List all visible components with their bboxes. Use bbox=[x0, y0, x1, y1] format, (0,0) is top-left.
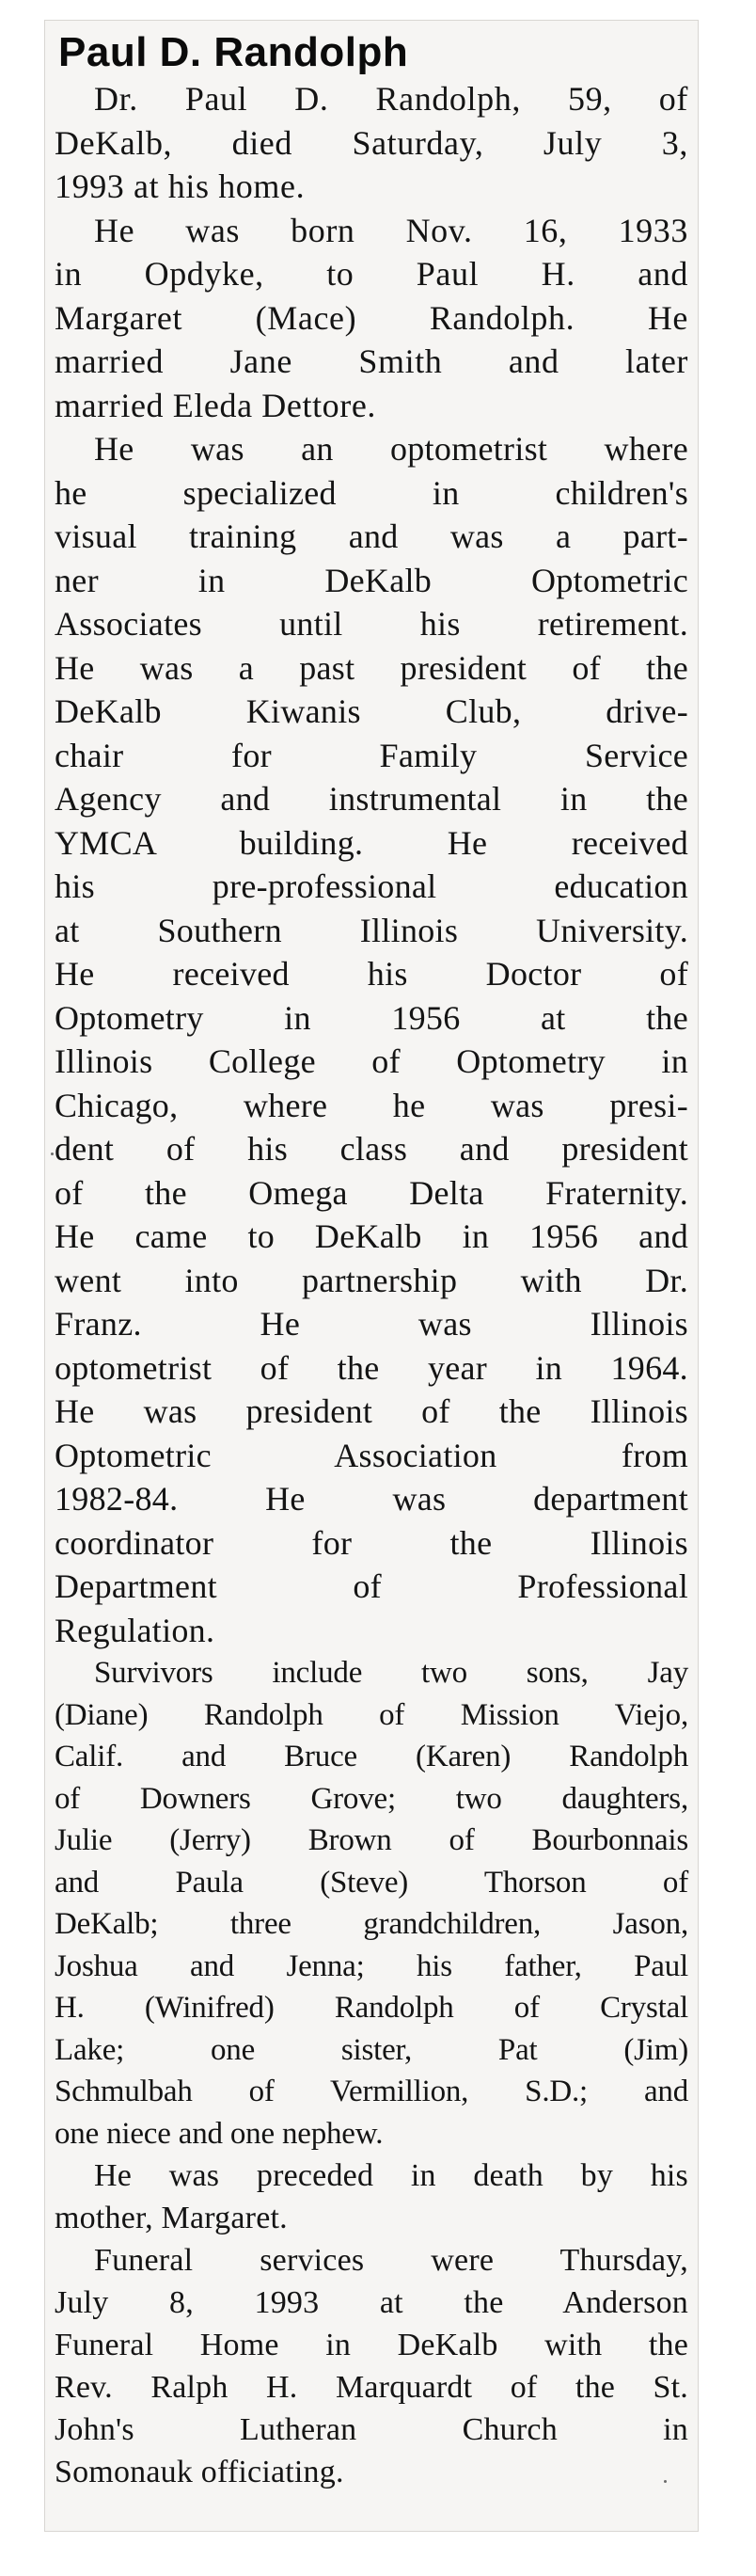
text-line: July 8, 1993 at the Anderson bbox=[55, 2285, 688, 2320]
text-line: Funeral Home in DeKalb with the bbox=[55, 2328, 688, 2362]
text-line: Lake; one sister, Pat (Jim) bbox=[55, 2032, 688, 2067]
text-line: He came to DeKalb in 1956 and bbox=[55, 1217, 688, 1255]
text-line: Agency and instrumental in the bbox=[55, 780, 688, 818]
text-line: Department of Professional bbox=[55, 1567, 688, 1605]
text-line: his pre-professional education bbox=[55, 867, 688, 905]
text-line: visual training and was a part- bbox=[55, 517, 688, 555]
text-line: he specialized in children's bbox=[55, 473, 688, 512]
text-line: married Jane Smith and later bbox=[55, 342, 688, 380]
text-line: Franz. He was Illinois bbox=[55, 1305, 688, 1343]
obituary-paragraph bbox=[55, 1652, 688, 2155]
text-line: He was president of the Illinois bbox=[55, 1392, 688, 1430]
text-line: H. (Winifred) Randolph of Crystal bbox=[55, 1991, 688, 2025]
text-line: He was preceded in death by his bbox=[94, 2158, 688, 2193]
text-line: optometrist of the year in 1964. bbox=[55, 1348, 688, 1387]
text-line: Optometric Association from bbox=[55, 1436, 688, 1474]
obituary-column bbox=[55, 28, 688, 2520]
text-line: Julie (Jerry) Brown of Bourbonnais bbox=[55, 1823, 688, 1857]
obituary-paragraph bbox=[55, 2239, 688, 2493]
text-line: Schmulbah of Vermillion, S.D.; and bbox=[55, 2075, 688, 2108]
text-line: and Paula (Steve) Thorson of bbox=[55, 1865, 688, 1900]
text-line: DeKalb Kiwanis Club, drive- bbox=[55, 692, 688, 730]
text-line: Rev. Ralph H. Marquardt of the St. bbox=[55, 2370, 688, 2405]
text-line: (Diane) Randolph of Mission Viejo, bbox=[55, 1697, 688, 1732]
text-line: chair for Family Service bbox=[55, 736, 688, 774]
text-line: in Opdyke, to Paul H. and bbox=[55, 255, 688, 293]
text-line: 1982-84. He was department bbox=[55, 1480, 688, 1518]
text-line: Chicago, where he was presi- bbox=[55, 1086, 688, 1124]
text-line: Joshua and Jenna; his father, Paul bbox=[55, 1948, 688, 1983]
text-line: Regulation. bbox=[55, 1611, 215, 1649]
text-line: Illinois College of Optometry in bbox=[55, 1042, 688, 1080]
print-speck bbox=[664, 2480, 667, 2483]
obituary-paragraph bbox=[55, 77, 688, 209]
text-line: of Downers Grove; two daughters, bbox=[55, 1781, 688, 1816]
text-line: one niece and one nephew. bbox=[55, 2116, 384, 2151]
obituary-paragraph bbox=[55, 427, 688, 1652]
text-line: Margaret (Mace) Randolph. He bbox=[55, 298, 688, 337]
text-line: He was born Nov. 16, 1933 bbox=[94, 211, 688, 249]
obituary-paragraph bbox=[55, 2155, 688, 2239]
text-line: at Southern Illinois University. bbox=[55, 911, 688, 949]
obituary-paragraph bbox=[55, 209, 688, 428]
text-line: 1993 at his home. bbox=[55, 167, 306, 205]
newspaper-clipping bbox=[45, 21, 698, 2531]
text-line: He received his Doctor of bbox=[55, 955, 688, 993]
text-line: mother, Margaret. bbox=[55, 2201, 288, 2235]
obituary-headline: Paul D. Randolph bbox=[58, 29, 409, 75]
text-line: He was an optometrist where bbox=[94, 430, 688, 468]
text-line: ner in DeKalb Optometric bbox=[55, 561, 688, 599]
text-line: DeKalb; three grandchildren, Jason, bbox=[55, 1907, 688, 1941]
text-line: Calif. and Bruce (Karen) Randolph bbox=[55, 1740, 688, 1773]
text-line: John's Lutheran Church in bbox=[55, 2412, 688, 2447]
print-speck bbox=[51, 1153, 54, 1155]
text-line: Dr. Paul D. Randolph, 59, of bbox=[94, 80, 688, 118]
text-line: of the Omega Delta Fraternity. bbox=[55, 1173, 688, 1212]
text-line: He was a past president of the bbox=[55, 648, 688, 687]
text-line: coordinator for the Illinois bbox=[55, 1523, 688, 1562]
text-line: Funeral services were Thursday, bbox=[94, 2243, 688, 2278]
obituary-body bbox=[55, 77, 688, 2493]
text-line: dent of his class and president bbox=[55, 1130, 688, 1168]
text-line: DeKalb, died Saturday, July 3, bbox=[55, 123, 688, 162]
text-line: went into partnership with Dr. bbox=[55, 1261, 688, 1299]
text-line: Survivors include two sons, Jay bbox=[94, 1656, 688, 1690]
text-line: Associates until his retirement. bbox=[55, 605, 688, 643]
text-line: Somonauk officiating. bbox=[55, 2455, 344, 2489]
text-line: Optometry in 1956 at the bbox=[55, 998, 688, 1037]
text-line: YMCA building. He received bbox=[55, 823, 688, 862]
text-line: married Eleda Dettore. bbox=[55, 386, 377, 424]
